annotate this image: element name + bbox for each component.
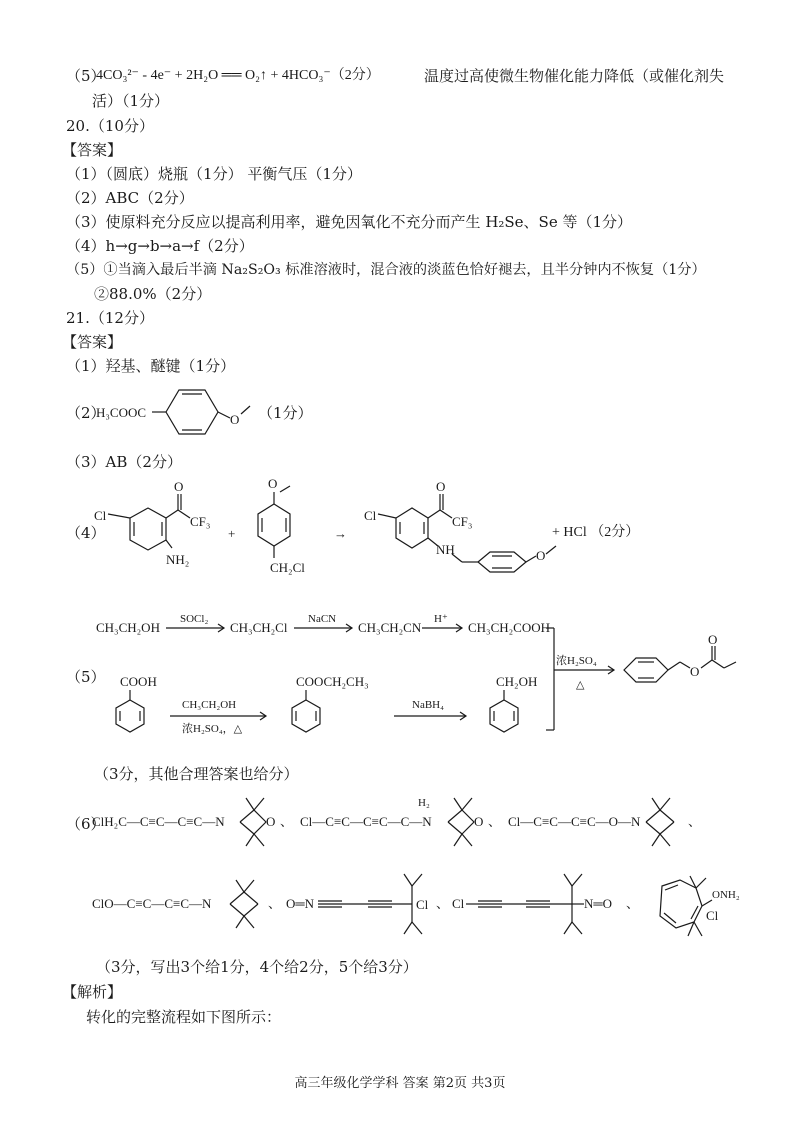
q21-title: 21.（12分） bbox=[66, 309, 154, 327]
svg-text:CH₃CH₂CN: CH₃CH₂CN bbox=[358, 620, 422, 635]
q20-answer-label: 【答案】 bbox=[62, 141, 123, 159]
aryl-ring-3-icon bbox=[396, 508, 428, 548]
svg-text:ClH₂C—C≡C—C≡C—N: ClH₂C—C≡C—C≡C—N bbox=[92, 814, 225, 829]
q21-answer-5-note: （3分，其他合理答案也给分） bbox=[94, 765, 299, 783]
benzene-ring-icon bbox=[166, 390, 218, 434]
q21-answer-6-row1 bbox=[90, 786, 710, 856]
svg-text:Cl: Cl bbox=[416, 897, 429, 912]
svg-text:NH: NH bbox=[436, 542, 455, 557]
svg-text:、: 、 bbox=[626, 896, 640, 911]
q19-item5-number: （5） bbox=[66, 67, 106, 85]
svg-text:NaCN: NaCN bbox=[308, 613, 337, 625]
svg-text:O: O bbox=[708, 632, 718, 647]
svg-text:O: O bbox=[474, 814, 484, 829]
q20-title: 20.（10分） bbox=[66, 117, 154, 135]
q20-answer-5b: ②88.0%（2分） bbox=[94, 285, 212, 303]
q19-item5-equation: 4CO₃²⁻ - 4e⁻ + 2H₂O ══ O₂↑ + 4HCO₃⁻（2分） bbox=[96, 68, 380, 83]
q21-answer-label: 【答案】 bbox=[62, 333, 123, 351]
q20-answer-3: （3）使原料充分反应以提高利用率，避免因氧化不充分而产生 H₂Se、Se 等（1分） bbox=[66, 213, 633, 231]
q21-answer-6-note: （3分，写出3个给1分，4个给2分，5个给3分） bbox=[96, 958, 418, 976]
analysis-label: 【解析】 bbox=[62, 983, 123, 1001]
svg-text:O: O bbox=[266, 814, 276, 829]
svg-text:Cl—C≡C—C≡C—O—N: Cl—C≡C—C≡C—O—N bbox=[508, 814, 641, 829]
q21-answer-5-number: （5） bbox=[66, 668, 106, 686]
svg-text:O: O bbox=[268, 476, 278, 491]
q20-answer-5: （5）①当滴入最后半滴 Na₂S₂O₃ 标准溶液时，混合液的淡蓝色恰好褪去，且半分钟内不恢复（1分） bbox=[66, 262, 706, 278]
svg-text:O: O bbox=[536, 548, 546, 563]
svg-text:O═N: O═N bbox=[286, 896, 314, 911]
svg-text:浓H₂SO₄，△: 浓H₂SO₄，△ bbox=[182, 723, 243, 735]
svg-text:CH₂Cl: CH₂Cl bbox=[270, 560, 305, 575]
svg-text:浓H₂SO₄: 浓H₂SO₄ bbox=[556, 655, 597, 667]
ester-group-label: H₃COOC bbox=[96, 405, 147, 420]
svg-text:ONH₂: ONH₂ bbox=[712, 889, 740, 901]
svg-text:CH₂OH: CH₂OH bbox=[496, 674, 538, 689]
svg-text:NaBH₄: NaBH₄ bbox=[412, 699, 444, 711]
q19-item5-reason: 温度过高使微生物催化能力降低（或催化剂失 bbox=[424, 67, 725, 85]
ether-oxygen-label: O bbox=[230, 412, 240, 427]
q21-answer-3: （3）AB（2分） bbox=[66, 453, 182, 471]
svg-text:、: 、 bbox=[280, 814, 294, 829]
svg-text:Cl: Cl bbox=[452, 896, 465, 911]
svg-text:CH₃CH₂Cl: CH₃CH₂Cl bbox=[230, 620, 288, 635]
q21-answer-4-byproduct: + HCl （2分） bbox=[552, 525, 640, 540]
svg-text:Cl—C≡C—C≡C—C—N: Cl—C≡C—C≡C—C—N bbox=[300, 814, 432, 829]
svg-text:ClO—C≡C—C≡C—N: ClO—C≡C—C≡C—N bbox=[92, 896, 212, 911]
aryl-ring-4-icon bbox=[478, 552, 526, 572]
q20-answer-4: （4）h→g→b→a→f（2分） bbox=[66, 237, 254, 255]
q21-answer-6-number: （6） bbox=[66, 815, 106, 833]
q20-answer-1: （1）（圆底）烧瓶（1分） 平衡气压（1分） bbox=[66, 165, 362, 183]
q19-item5-reason-cont: 活）（1分） bbox=[92, 92, 170, 110]
q20-answer-2: （2）ABC（2分） bbox=[66, 189, 194, 207]
svg-text:SOCl₂: SOCl₂ bbox=[180, 613, 209, 625]
svg-text:→: → bbox=[334, 526, 347, 541]
analysis-text: 转化的完整流程如下图所示： bbox=[86, 1008, 282, 1026]
svg-text:CH₃CH₂COOH: CH₃CH₂COOH bbox=[468, 620, 551, 635]
aryl-ring-1-icon bbox=[130, 508, 166, 550]
q21-answer-4-number: （4） bbox=[66, 524, 106, 542]
q21-answer-6-row2 bbox=[90, 866, 780, 946]
svg-text:COOCH₂CH₃: COOCH₂CH₃ bbox=[296, 674, 369, 689]
svg-text:CF₃: CF₃ bbox=[190, 514, 211, 529]
svg-text:、: 、 bbox=[436, 896, 450, 911]
svg-text:CH₃CH₂OH: CH₃CH₂OH bbox=[182, 699, 237, 711]
aryl-ring-2-icon bbox=[258, 504, 290, 546]
svg-text:△: △ bbox=[576, 679, 585, 691]
svg-text:N═O: N═O bbox=[584, 896, 612, 911]
page-footer: 高三年级化学学科 答案 第2页 共3页 bbox=[294, 1076, 506, 1091]
svg-text:、: 、 bbox=[488, 814, 502, 829]
svg-text:CF₃: CF₃ bbox=[452, 514, 473, 529]
svg-text:H⁺: H⁺ bbox=[434, 613, 448, 625]
svg-text:+: + bbox=[228, 526, 236, 541]
q21-answer-2-score: （1分） bbox=[258, 404, 313, 422]
svg-text:CH₃CH₂OH: CH₃CH₂OH bbox=[96, 620, 160, 635]
svg-text:O: O bbox=[690, 664, 700, 679]
svg-text:H₂: H₂ bbox=[418, 797, 430, 809]
svg-text:O: O bbox=[174, 479, 184, 494]
q21-answer-1: （1）羟基、醚键（1分） bbox=[66, 357, 236, 375]
q21-answer-5-synthesis bbox=[90, 606, 770, 756]
svg-text:Cl: Cl bbox=[706, 908, 719, 923]
svg-text:、: 、 bbox=[268, 896, 282, 911]
svg-text:NH₂: NH₂ bbox=[166, 552, 190, 567]
q21-answer-2-number: （2） bbox=[66, 404, 106, 422]
svg-text:、: 、 bbox=[688, 814, 702, 829]
svg-text:Cl: Cl bbox=[364, 508, 377, 523]
svg-text:COOH: COOH bbox=[120, 674, 157, 689]
svg-text:O: O bbox=[436, 479, 446, 494]
svg-text:Cl: Cl bbox=[94, 508, 107, 523]
